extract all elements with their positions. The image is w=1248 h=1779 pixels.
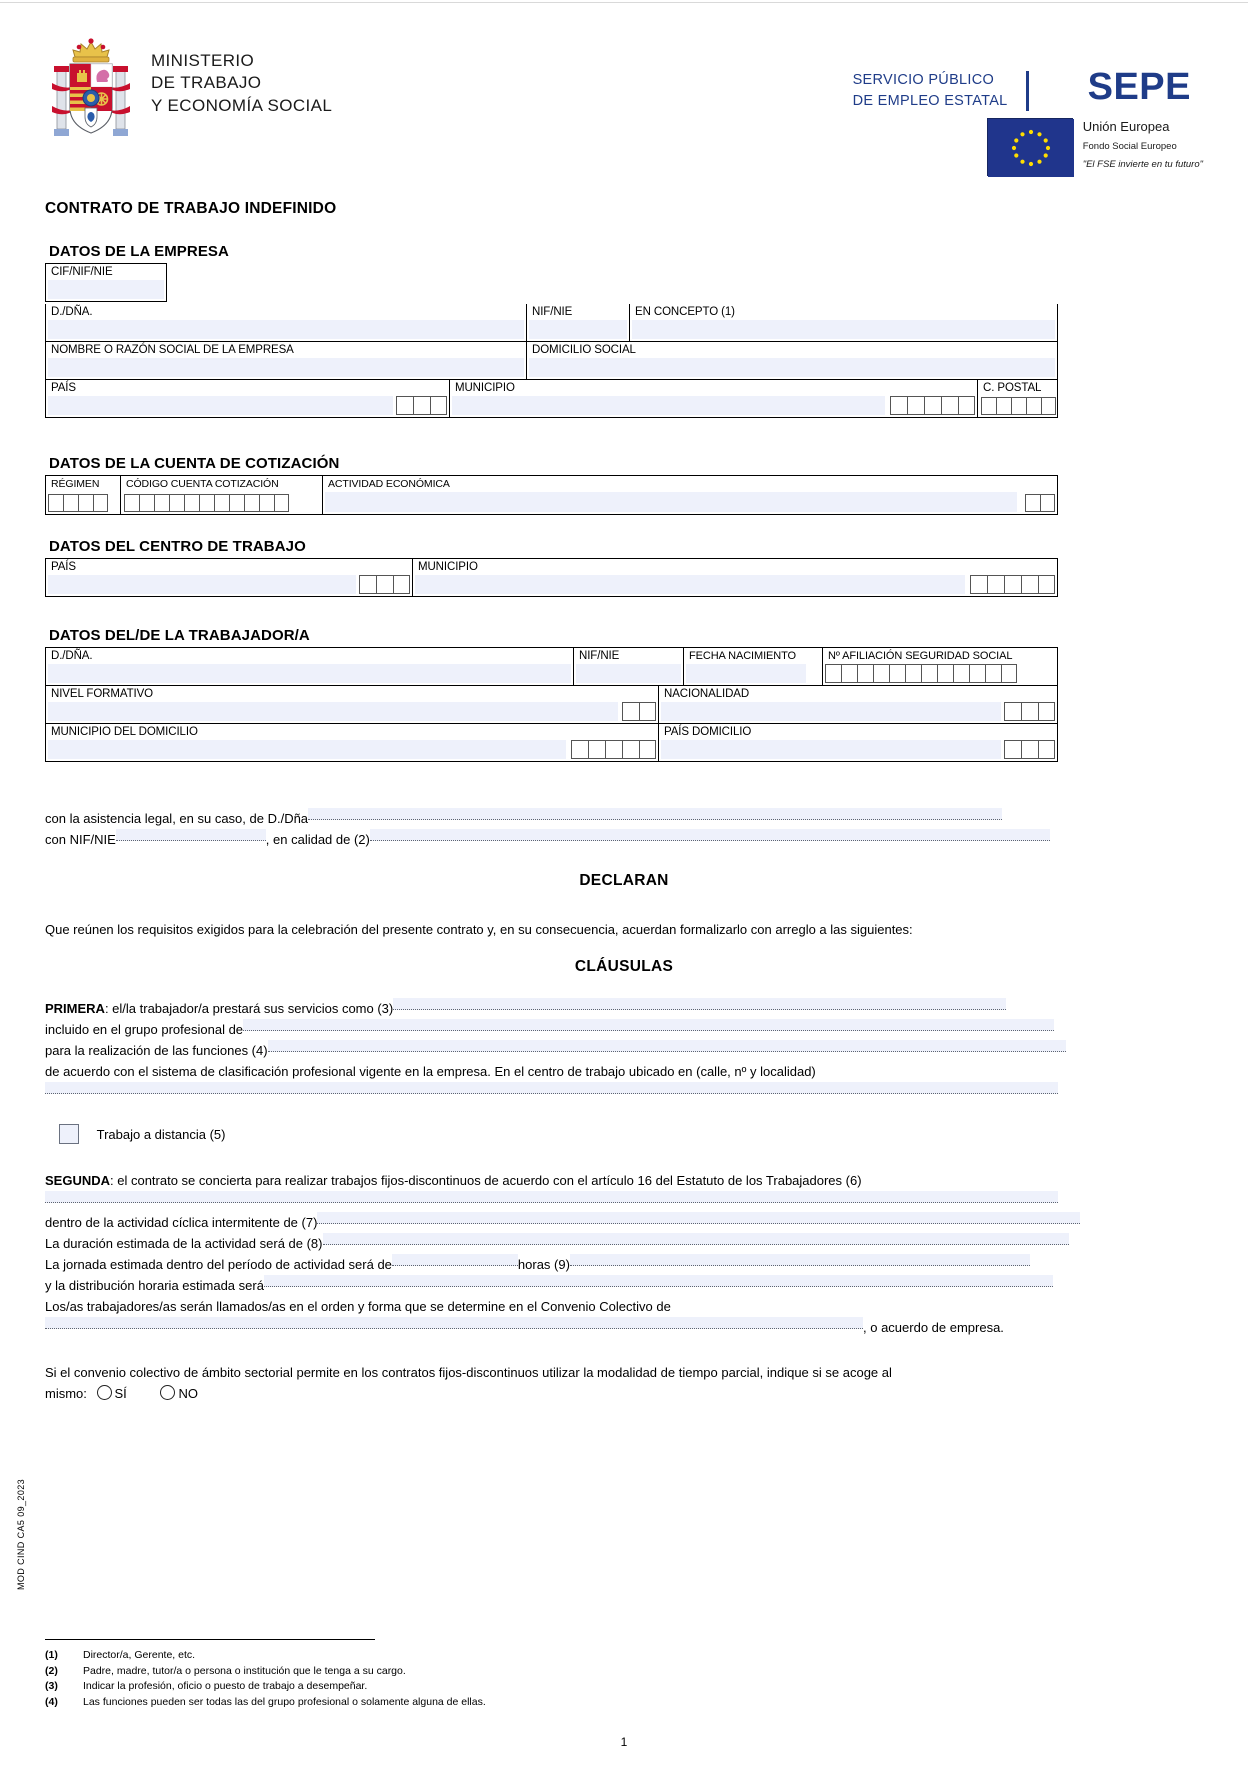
segunda-line-2 (45, 1212, 1058, 1233)
segunda-label: SEGUNDA (45, 1173, 111, 1188)
page-top-rule (0, 0, 1248, 3)
label-trabajador-nifnie: NIF/NIE (579, 650, 620, 662)
input-fecha-nacimiento[interactable] (686, 664, 806, 683)
field-centro-municipio[interactable] (412, 558, 1058, 597)
primera-line-1 (45, 998, 1058, 1019)
sepe-full-name (853, 70, 1008, 111)
field-fecha-nacimiento[interactable] (683, 647, 822, 686)
field-trabajador-nifnie[interactable] (573, 647, 683, 686)
charboxes-nivel-formativo[interactable] (622, 702, 656, 721)
input-pais-domicilio[interactable] (661, 740, 1001, 759)
segunda-input-3[interactable] (570, 1254, 1030, 1266)
eu-fund-name: Fondo Social Europeo (1082, 140, 1177, 152)
footnotes-list (45, 1648, 486, 1710)
teletrabajo-checkbox[interactable] (59, 1124, 79, 1144)
primera-line-5 (45, 1082, 1058, 1103)
label-codigo-cuenta: CÓDIGO CUENTA COTIZACIÓN (126, 478, 279, 490)
input-trabajador-ddna[interactable] (48, 664, 571, 683)
centro-section-title: DATOS DEL CENTRO DE TRABAJO (49, 538, 306, 555)
field-cif-nif-nie[interactable] (45, 263, 167, 302)
footnote-item (45, 1695, 486, 1711)
label-empresa-pais: PAÍS (51, 382, 76, 394)
field-municipio-domicilio[interactable] (45, 724, 658, 762)
tiempo-parcial-text: Si el convenio colectivo de ámbito sectorial permite en los contratos fijos-discontinuos utilizar la modalidad de tiempo parcial, indique si se acoge al (45, 1365, 892, 1380)
primera-input-4[interactable] (45, 1082, 1058, 1094)
input-domicilio-social[interactable] (529, 358, 1055, 377)
segunda-label-3: La duración estimada de la actividad será de (8) (45, 1236, 323, 1251)
segunda-label-6: Los/as trabajadores/as serán llamados/as en el orden y forma que se determine en el Convenio Colectivo de (45, 1299, 671, 1314)
primera-input-2[interactable] (243, 1019, 1054, 1031)
sepe-divider (1026, 71, 1029, 111)
field-trabajador-ddna[interactable] (45, 647, 573, 686)
input-nacionalidad[interactable] (661, 702, 1001, 721)
radio-si[interactable] (97, 1385, 112, 1400)
label-codigo-postal: C. POSTAL (983, 382, 1042, 394)
footnote-number: (2) (45, 1664, 58, 1677)
primera-line-3 (45, 1040, 1058, 1061)
page-title: CONTRATO DE TRABAJO INDEFINIDO (45, 200, 337, 217)
label-pais-domicilio: PAÍS DOMICILIO (664, 726, 752, 738)
segunda-label-7: , o acuerdo de empresa. (863, 1320, 1004, 1335)
asistencia-label-1: con la asistencia legal, en su caso, de D./Dña (45, 811, 309, 826)
trabajador-address-row (45, 724, 1058, 762)
charboxes-codigo-cuenta[interactable] (124, 494, 289, 512)
segunda-text: : el contrato se concierta para realizar trabajos fijos-discontinuos de acuerdo con el artículo 16 del Estatuto de los Trabajadores (6) (110, 1173, 862, 1188)
field-domicilio-social[interactable] (526, 342, 1058, 380)
eu-slogan: "El FSE invierte en tu futuro" (1082, 159, 1203, 171)
label-regimen: RÉGIMEN (51, 478, 100, 490)
segunda-input-5[interactable] (45, 1317, 863, 1329)
cotizacion-row (45, 475, 1058, 515)
charboxes-centro-pais[interactable] (359, 575, 410, 594)
primera-label: PRIMERA (45, 1001, 105, 1016)
ministry-line-1: MINISTERIO (151, 51, 255, 70)
sepe-branding (852, 66, 1191, 111)
trabajador-education-row (45, 686, 1058, 724)
charboxes-centro-municipio[interactable] (970, 575, 1055, 594)
ministry-name (151, 38, 332, 117)
tiempo-parcial-prefix: mismo: (45, 1386, 87, 1401)
eu-text-block (1083, 118, 1203, 172)
empresa-name-row (45, 342, 1058, 380)
charboxes-empresa-municipio[interactable] (890, 396, 975, 415)
primera-line-2 (45, 1019, 1058, 1040)
primera-text: : el/la trabajador/a prestará sus servicios como (3) (104, 1001, 394, 1016)
field-razon-social[interactable] (45, 342, 526, 380)
declaran-heading: DECLARAN (579, 872, 669, 889)
page-number: 1 (620, 1735, 628, 1749)
label-empresa-nifnie: NIF/NIE (532, 306, 573, 318)
input-empresa-municipio[interactable] (452, 396, 885, 415)
footnote-number: (1) (45, 1649, 58, 1661)
eu-branding (987, 118, 1203, 176)
input-actividad-economica[interactable] (325, 492, 1017, 512)
segunda-input-2[interactable] (323, 1233, 1069, 1245)
field-codigo-cuenta[interactable] (120, 475, 322, 515)
field-empresa-municipio[interactable] (449, 380, 977, 418)
primera-input-3[interactable] (268, 1040, 1066, 1052)
empresa-cif-row (45, 263, 1058, 302)
label-trabajador-ddna: D./DÑA. (51, 650, 93, 662)
charboxes-pais-domicilio[interactable] (1004, 740, 1055, 759)
label-actividad-economica: ACTIVIDAD ECONÓMICA (328, 478, 450, 490)
asistencia-legal-block (45, 808, 1058, 850)
teletrabajo-row[interactable] (45, 1124, 225, 1145)
trabajador-section-title: DATOS DEL/DE LA TRABAJADOR/A (49, 627, 310, 644)
input-cif-nif-nie[interactable] (48, 280, 164, 299)
segunda-label-5: y la distribución horaria estimada será (45, 1278, 264, 1293)
segunda-line-1 (45, 1170, 1058, 1191)
charboxes-empresa-pais[interactable] (396, 396, 447, 415)
field-empresa-ddna[interactable] (45, 304, 526, 342)
asistencia-label-3: , en calidad de (2) (265, 832, 370, 847)
radio-no[interactable] (160, 1385, 175, 1400)
primera-input-1[interactable] (393, 998, 1006, 1010)
segunda-label-4a: La jornada estimada dentro del período de actividad será de (45, 1257, 392, 1272)
field-pais-domicilio[interactable] (658, 724, 1058, 762)
segunda-input-0[interactable] (45, 1191, 1058, 1203)
label-si: SÍ (114, 1386, 127, 1401)
charboxes-actividad-economica[interactable] (1025, 494, 1055, 512)
clausula-primera-block (45, 998, 1058, 1103)
footnote-separator (45, 1639, 375, 1640)
segunda-line-3 (45, 1233, 1058, 1254)
declaran-text: Que reúnen los requisitos exigidos para la celebración del presente contrato y, en su consecuencia, acuerdan formalizarlo con arreglo a las siguientes: (45, 922, 913, 937)
input-centro-pais[interactable] (48, 575, 356, 594)
label-no: NO (178, 1386, 198, 1401)
label-centro-pais: PAÍS (51, 561, 76, 573)
field-empresa-nifnie[interactable] (526, 304, 629, 342)
field-numero-afiliacion[interactable] (822, 647, 1058, 686)
input-nivel-formativo[interactable] (48, 702, 618, 721)
label-nacionalidad: NACIONALIDAD (664, 688, 750, 700)
input-empresa-nifnie[interactable] (529, 320, 627, 339)
spain-coat-of-arms-icon (45, 38, 137, 142)
field-empresa-pais[interactable] (45, 380, 449, 418)
field-regimen[interactable] (45, 475, 120, 515)
label-nivel-formativo: NIVEL FORMATIVO (51, 688, 154, 700)
charboxes-regimen[interactable] (48, 494, 108, 512)
footnote-number: (4) (45, 1695, 58, 1708)
input-en-concepto[interactable] (632, 320, 1055, 339)
footnote-item (45, 1664, 486, 1680)
input-trabajador-nifnie[interactable] (576, 664, 681, 683)
input-razon-social[interactable] (48, 358, 524, 377)
footnote-item (45, 1679, 486, 1695)
cotizacion-section (45, 455, 1058, 515)
primera-label-4: de acuerdo con el sistema de clasificación profesional vigente en la empresa. En el centro de trabajo ubicado en (calle, nº y localidad) (45, 1064, 816, 1079)
trabajador-identity-row (45, 647, 1058, 686)
primera-label-2: incluido en el grupo profesional de (45, 1022, 244, 1037)
segunda-line-blank (45, 1191, 1058, 1212)
field-codigo-postal[interactable] (977, 380, 1058, 418)
ministry-branding (45, 38, 332, 142)
footnote-text: Las funciones pueden ser todas las del grupo profesional o solamente alguna de ellas. (83, 1695, 486, 1708)
empresa-representative-row (45, 304, 1058, 342)
field-nacionalidad[interactable] (658, 686, 1058, 724)
input-empresa-pais[interactable] (48, 396, 393, 415)
footnote-text: Director/a, Gerente, etc. (83, 1649, 196, 1661)
trabajador-section (45, 627, 1058, 762)
field-actividad-economica[interactable] (322, 475, 1058, 515)
label-en-concepto: EN CONCEPTO (1) (635, 306, 735, 318)
eu-flag-icon (987, 118, 1073, 176)
eu-title: Unión Europea (1082, 119, 1170, 134)
input-empresa-ddna[interactable] (48, 320, 524, 339)
asistencia-line-1 (45, 808, 1058, 829)
footnote-item (45, 1648, 486, 1664)
empresa-section (45, 243, 1058, 418)
field-en-concepto[interactable] (629, 304, 1058, 342)
asistencia-line-2 (45, 829, 1058, 850)
segunda-label-4b: horas (9) (517, 1257, 570, 1272)
empresa-location-row (45, 380, 1058, 418)
label-razon-social: NOMBRE O RAZÓN SOCIAL DE LA EMPRESA (51, 344, 294, 356)
segunda-line-4 (45, 1254, 1058, 1275)
footnote-text: Padre, madre, tutor/a o persona o institución que le tenga a su cargo. (83, 1664, 406, 1677)
centro-location-row (45, 558, 1058, 597)
field-centro-pais[interactable] (45, 558, 412, 597)
segunda-line-5 (45, 1275, 1058, 1296)
label-municipio-domicilio: MUNICIPIO DEL DOMICILIO (51, 726, 198, 738)
primera-line-4 (45, 1061, 1058, 1082)
page-header (45, 38, 1203, 171)
segunda-input-1[interactable] (317, 1212, 1080, 1224)
tiempo-parcial-options (45, 1383, 198, 1404)
sepe-name-line-1: SERVICIO PÚBLICO (852, 72, 995, 88)
primera-label-3: para la realización de las funciones (4) (45, 1043, 268, 1058)
label-empresa-ddna: D./DÑA. (51, 306, 93, 318)
charboxes-codigo-postal[interactable] (981, 397, 1056, 415)
footnote-number: (3) (45, 1680, 58, 1692)
charboxes-nacionalidad[interactable] (1004, 702, 1055, 721)
footnote-text: Indicar la profesión, oficio o puesto de trabajo a desempeñar. (83, 1680, 368, 1692)
input-municipio-domicilio[interactable] (48, 740, 566, 759)
cotizacion-section-title: DATOS DE LA CUENTA DE COTIZACIÓN (49, 455, 340, 472)
asistencia-calidad-input[interactable] (370, 829, 1050, 841)
ministry-line-3: Y ECONOMÍA SOCIAL (151, 95, 333, 115)
segunda-input-horas[interactable] (392, 1254, 518, 1266)
sepe-logo: SEPE (1087, 66, 1191, 108)
form-code: MOD CIND CA5 09_2023 (16, 1478, 26, 1590)
label-fecha-nacimiento: FECHA NACIMIENTO (689, 650, 796, 662)
charboxes-municipio-domicilio[interactable] (571, 740, 656, 759)
centro-trabajo-section (45, 538, 1058, 597)
label-numero-afiliacion: Nº AFILIACIÓN SEGURIDAD SOCIAL (828, 650, 1013, 662)
label-cif-nif-nie: CIF/NIF/NIE (51, 266, 113, 278)
input-centro-municipio[interactable] (415, 575, 965, 594)
label-centro-municipio: MUNICIPIO (418, 561, 478, 573)
segunda-input-4[interactable] (264, 1275, 1053, 1287)
segunda-line-6 (45, 1296, 1058, 1317)
field-nivel-formativo[interactable] (45, 686, 658, 724)
sepe-name-line-2: DE EMPLEO ESTATAL (852, 92, 1008, 109)
asistencia-label-2: con NIF/NIE (45, 832, 116, 847)
teletrabajo-label: Trabajo a distancia (5) (96, 1127, 226, 1142)
segunda-line-7 (45, 1317, 1058, 1338)
label-empresa-municipio: MUNICIPIO (455, 382, 515, 394)
segunda-label-2: dentro de la actividad cíclica intermitente de (7) (45, 1215, 318, 1230)
clausula-segunda-block (45, 1170, 1058, 1338)
asistencia-input-1[interactable] (308, 808, 1002, 820)
charboxes-numero-afiliacion[interactable] (825, 664, 1017, 683)
asistencia-nif-input[interactable] (116, 829, 266, 841)
ministry-line-2: DE TRABAJO (151, 73, 262, 93)
label-domicilio-social: DOMICILIO SOCIAL (532, 344, 636, 356)
empresa-section-title: DATOS DE LA EMPRESA (49, 243, 229, 260)
clausulas-heading: CLÁUSULAS (574, 958, 674, 975)
